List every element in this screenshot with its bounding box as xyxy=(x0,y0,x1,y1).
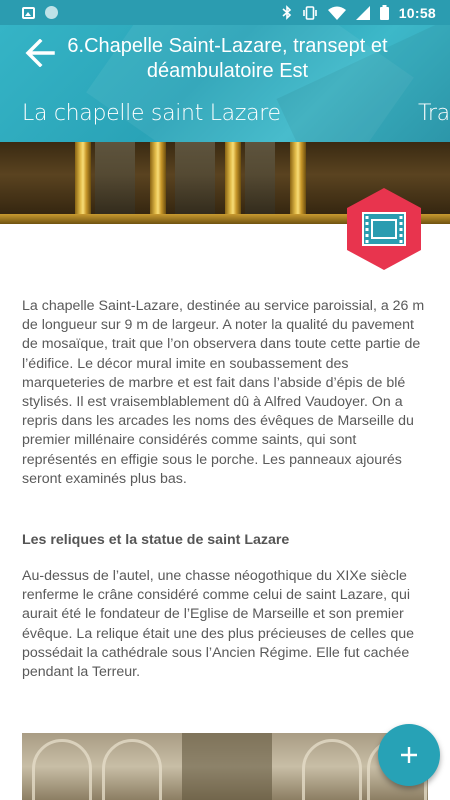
plus-icon xyxy=(399,745,419,765)
section-heading: Les reliques et la statue de saint Lazare xyxy=(22,532,290,548)
circle-icon xyxy=(45,6,58,19)
article-body xyxy=(22,297,430,489)
paragraph-intro: La chapelle Saint-Lazare, destinée au service paroissial, a 26 m de longueur sur 9 m de largeur. A noter la qualité du pavement de mosaïque, trait que l’on observera dans toute cette partie de l’édifice. Le décor mural imite en soubassement des marqueteries de marbre et est fait dans l’abside d’épis de blé stylisés. Il est vraisemblablement dû à Alfred Vaudoyer. On a repris dans les arcades les noms des évêques de Marseille du premier millénaire considérés comme saints, qui sont représentés en effigie sous le porche. Les panneaux ajourés seront examinés plus bas. xyxy=(22,298,425,487)
hero-glass-panel xyxy=(95,142,135,224)
bluetooth-icon xyxy=(282,5,292,20)
tab-strip xyxy=(0,95,450,140)
page-title: 6.Chapelle Saint-Lazare, transept et déambulatoire Est xyxy=(67,35,388,82)
hero-gold-pillar xyxy=(225,142,241,224)
image-arch-ornament xyxy=(102,739,162,800)
hero-gold-pillar xyxy=(75,142,91,224)
vibrate-icon xyxy=(302,6,318,20)
hero-glass-panel xyxy=(175,142,215,224)
clock-time: 10:58 xyxy=(398,4,436,21)
signal-icon xyxy=(356,6,370,20)
hero-glass-panel xyxy=(245,142,275,224)
film-icon xyxy=(363,213,405,245)
image-icon xyxy=(22,7,35,19)
image-arch-ornament xyxy=(302,739,362,800)
status-bar xyxy=(0,0,450,25)
back-button[interactable] xyxy=(20,33,60,73)
paragraph-reliques: Au-dessus de l’autel, une chasse néogothique du XIXe siècle renferme le crâne considéré comme celui de saint Lazare, qui aurait été le fondateur de l’Eglise de Marseille et son premier évêque. La relique était une des plus précieuses de celles que possédait la cathédrale sous l’Ancien Régime. Elle fut cachée pendant la Terreur. xyxy=(22,568,414,681)
image-arch-ornament xyxy=(32,739,92,800)
add-fab-button[interactable] xyxy=(378,724,440,786)
hero-gold-pillar xyxy=(290,142,306,224)
hexagon-badge xyxy=(345,186,423,272)
arrow-left-icon xyxy=(25,39,55,67)
status-right xyxy=(282,5,436,21)
app-header xyxy=(0,25,450,142)
status-left xyxy=(22,6,58,19)
battery-icon xyxy=(380,5,389,20)
statue-image xyxy=(22,733,428,800)
hero-gold-pillar xyxy=(150,142,166,224)
tab-next[interactable]: Tra xyxy=(418,101,450,126)
tab-chapelle-saint-lazare[interactable]: La chapelle saint Lazare xyxy=(22,101,281,126)
image-shadow xyxy=(182,733,272,800)
wifi-icon xyxy=(328,6,346,20)
video-button[interactable] xyxy=(345,186,423,272)
